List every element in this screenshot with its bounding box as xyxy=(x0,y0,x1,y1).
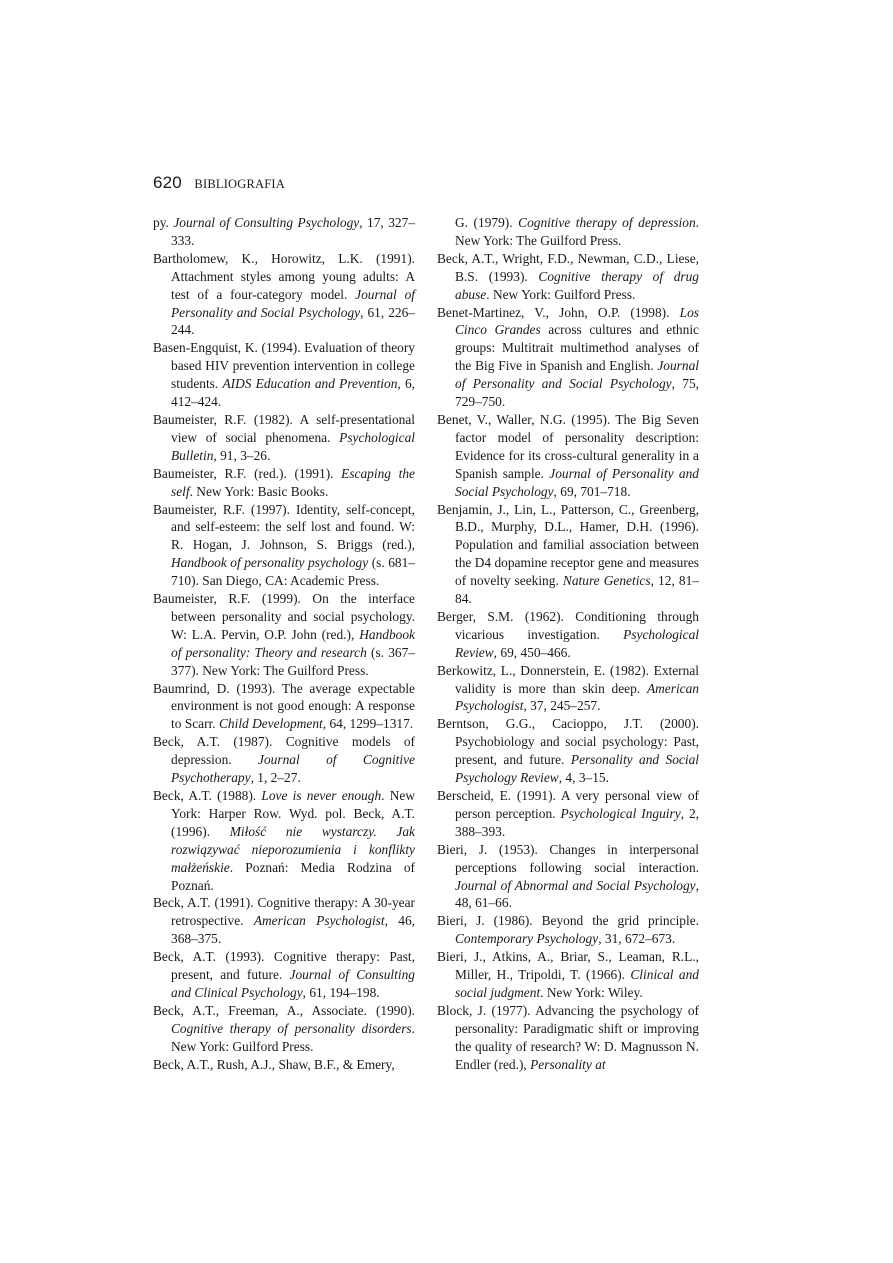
entry-text: Baumeister, R.F. (red.). (1991). xyxy=(153,465,342,481)
bibliography-entry xyxy=(153,250,415,340)
entry-text: , 12, 81–84. xyxy=(455,573,699,607)
entry-text: AIDS Education and Prevention xyxy=(222,376,398,392)
bibliography-entry xyxy=(437,304,699,411)
entry-text: Baumeister, R.F. (1982). A self-presentational view of social phenomena. xyxy=(153,411,415,445)
entry-text: Basen-Engquist, K. (1994). Evaluation of theory based HIV prevention intervention in college students. xyxy=(153,340,415,392)
entry-text: Journal of Personality and Social Psychology xyxy=(455,465,699,499)
entry-text: Berntson, G.G., Cacioppo, J.T. (2000). Psychobiology and social psychology: Past, present, and future. xyxy=(437,716,699,768)
bibliography-entry xyxy=(153,1056,415,1074)
entry-text: , 6, 412–424. xyxy=(171,376,415,410)
entry-text: Handbook of personality psychology xyxy=(171,555,369,571)
entry-text: Berger, S.M. (1962). Conditioning through vicarious investigation. xyxy=(437,608,699,642)
entry-text: , 4, 3–15. xyxy=(558,770,609,786)
entry-text: , 61, 226–244. xyxy=(171,304,416,338)
entry-text: Psychological Inguiry xyxy=(560,805,681,821)
page-header xyxy=(153,173,285,193)
entry-text: , 1, 2–27. xyxy=(250,770,301,786)
bibliography-entry xyxy=(153,1002,415,1056)
bibliography-entry xyxy=(153,339,415,411)
entry-text: Escaping the self xyxy=(171,465,415,499)
entry-text: . Poznań: Media Rodzina of Poznań. xyxy=(171,859,415,893)
entry-text: Miłość nie wystarczy. Jak rozwiązywać nieporozumienia i konflikty małżeńskie xyxy=(171,823,415,875)
entry-text: Berscheid, E. (1991). A very personal view of person perception. xyxy=(437,788,699,821)
entry-text: Journal of Personality and Social Psychology xyxy=(455,358,699,392)
entry-text: Baumeister, R.F. (1997). Identity, self-concept, and self-esteem: the self lost and found. W: R. Hogan, J. Johnson, S. Briggs (red.), xyxy=(153,501,415,553)
entry-text: Clinical and social judgment xyxy=(455,967,699,1000)
entry-text: Journal of Cognitive Psychotherapy xyxy=(171,752,415,786)
entry-text: Beck, A.T. (1991). Cognitive therapy: A 30-year retrospective. xyxy=(153,895,415,929)
entry-text: (s. 681–710). San Diego, CA: Academic Press. xyxy=(171,555,416,589)
entry-text: Psychological Bulletin xyxy=(171,429,415,463)
entry-text: , 48, 61–66. xyxy=(455,877,699,911)
entry-text: Journal of Abnormal and Social Psychology xyxy=(455,877,696,893)
entry-text: . New York: Guilford Press. xyxy=(486,286,636,302)
bibliography-entry xyxy=(437,912,699,948)
entry-text: , 46, 368–375. xyxy=(171,913,415,947)
entry-text: Beck, A.T., Rush, A.J., Shaw, B.F., & Emery, xyxy=(153,1056,395,1072)
entry-text: , 17, 327–333. xyxy=(171,215,416,248)
bibliography-entry xyxy=(437,214,699,250)
bibliography-entry xyxy=(153,733,415,787)
bibliography-entry xyxy=(153,894,415,948)
entry-text: , 75, 729–750. xyxy=(455,376,699,410)
entry-text: Journal of Consulting and Clinical Psychology xyxy=(171,967,415,1000)
bibliography-entry xyxy=(437,715,699,787)
bibliography-right-column xyxy=(437,214,699,1074)
entry-text: Cognitive therapy of drug abuse xyxy=(455,268,699,302)
bibliography-entry xyxy=(153,214,415,250)
entry-text: Bieri, J. (1986). Beyond the grid principle. xyxy=(437,913,699,929)
running-title: BIBLIOGRAFIA xyxy=(194,177,286,191)
entry-text: , 91, 3–26. xyxy=(213,447,271,463)
entry-text: . New York: Basic Books. xyxy=(189,483,329,499)
entry-text: Benjamin, J., Lin, L., Patterson, C., Greenberg, B.D., Murphy, D.L., Hamer, D.H. (1996). Population and familial association between the D4 dopamine receptor gene and measures of novelty seeking. xyxy=(437,501,699,589)
entry-text: Journal of Personality and Social Psychology xyxy=(171,286,415,320)
entry-text: Baumeister, R.F. (1999). On the interface between personality and social psychology. W: L.A. Pervin, O.P. John (red.), xyxy=(153,591,415,642)
entry-text: Personality and Social Psychology Review xyxy=(455,752,699,786)
entry-text: Beck, A.T., Wright, F.D., Newman, C.D., Liese, B.S. (1993). xyxy=(437,250,699,284)
entry-text: Journal of Consulting Psychology xyxy=(173,215,360,230)
entry-text: . New York: Guilford Press. xyxy=(171,1020,415,1054)
bibliography-entry xyxy=(153,948,415,1002)
entry-text: , 69, 701–718. xyxy=(553,483,631,499)
entry-text: Contemporary Psychology xyxy=(455,931,599,947)
bibliography-entry xyxy=(153,411,415,465)
bibliography-entry xyxy=(153,501,415,591)
entry-text: Beck, A.T., Freeman, A., Associate. (1990). xyxy=(153,1002,415,1018)
bibliography-left-column xyxy=(153,214,415,1074)
entry-text: Bieri, J., Atkins, A., Briar, S., Leaman, R.L., Miller, H., Tripoldi, T. (1966). xyxy=(437,949,699,983)
entry-text: Personality at xyxy=(530,1056,606,1072)
entry-text: Cognitive therapy of depression xyxy=(518,215,696,230)
entry-text: Bieri, J. (1953). Changes in interpersonal perceptions following social interaction. xyxy=(437,841,699,875)
entry-text: , 31, 672–673. xyxy=(598,931,676,947)
page-number: 620 xyxy=(153,173,182,192)
entry-text: across cultures and ethnic groups: Multitrait multimethod analyses of the Big Five in Spanish and English. xyxy=(455,322,699,374)
entry-text: Beck, A.T. (1987). Cognitive models of depression. xyxy=(153,734,415,768)
entry-text: Los Cinco Grandes xyxy=(455,304,699,338)
entry-text: Child Development xyxy=(218,716,323,732)
entry-text: Handbook of personality: Theory and research xyxy=(171,626,415,660)
entry-text: . New York: Wiley. xyxy=(540,984,643,1000)
entry-text: Bartholomew, K., Horowitz, L.K. (1991). Attachment styles among young adults: A test of a four-category model. xyxy=(153,250,415,302)
bibliography-entry xyxy=(437,841,699,913)
entry-text: Benet-Martinez, V., John, O.P. (1998). xyxy=(437,304,680,320)
bibliography-entry xyxy=(437,1002,699,1074)
entry-text: Berkowitz, L., Donnerstein, E. (1982). External validity is more than skin deep. xyxy=(437,662,699,696)
entry-text: Cognitive therapy of personality disorders xyxy=(171,1020,412,1036)
entry-text: , 2, 388–393. xyxy=(455,805,699,839)
bibliography-entry xyxy=(437,250,699,304)
entry-text: Psychological Review xyxy=(455,626,699,660)
entry-text: , 69, 450–466. xyxy=(493,644,571,660)
entry-text: American Psychologist xyxy=(455,680,699,714)
bibliography-entry xyxy=(437,411,699,501)
bibliography-entry xyxy=(437,948,699,1002)
bibliography-entry xyxy=(153,787,415,894)
entry-text: Love is never enough xyxy=(261,788,382,803)
bibliography-entry xyxy=(437,608,699,662)
entry-text: py. xyxy=(153,215,174,230)
entry-text: . New York: The Guilford Press. xyxy=(455,215,700,248)
entry-text: , 61, 194–198. xyxy=(302,984,380,1000)
entry-text: Baumrind, D. (1993). The average expectable environment is not good enough: A response to Scarr. xyxy=(153,680,415,732)
bibliography-entry xyxy=(153,465,415,501)
entry-text: , 37, 245–257. xyxy=(523,698,601,714)
bibliography-entry xyxy=(437,662,699,716)
entry-text: , 64, 1299–1317. xyxy=(322,716,414,732)
bibliography-entry xyxy=(153,590,415,680)
entry-text: Nature Genetics xyxy=(562,573,651,589)
entry-text: Beck, A.T. (1988). xyxy=(153,788,262,803)
entry-text: Beck, A.T. (1993). Cognitive therapy: Past, present, and future. xyxy=(153,949,415,983)
entry-text: G. (1979). xyxy=(455,215,519,230)
bibliography-entry xyxy=(437,501,699,608)
entry-text: Block, J. (1977). Advancing the psychology of personality: Paradigmatic shift or improving the quality of research? W: D. Magnusson N. Endler (red.), xyxy=(437,1002,699,1072)
entry-text: Benet, V., Waller, N.G. (1995). The Big Seven factor model of personality description: Evidence for its cross-cultural generality in a Spanish sample. xyxy=(437,411,699,481)
entry-text: . New York: Harper Row. Wyd. pol. Beck, A.T. (1996). xyxy=(171,788,415,839)
bibliography-entry xyxy=(153,680,415,734)
entry-text: (s. 367–377). New York: The Guilford Press. xyxy=(171,644,415,678)
bibliography-entry xyxy=(437,787,699,841)
entry-text: American Psychologist xyxy=(253,913,385,929)
